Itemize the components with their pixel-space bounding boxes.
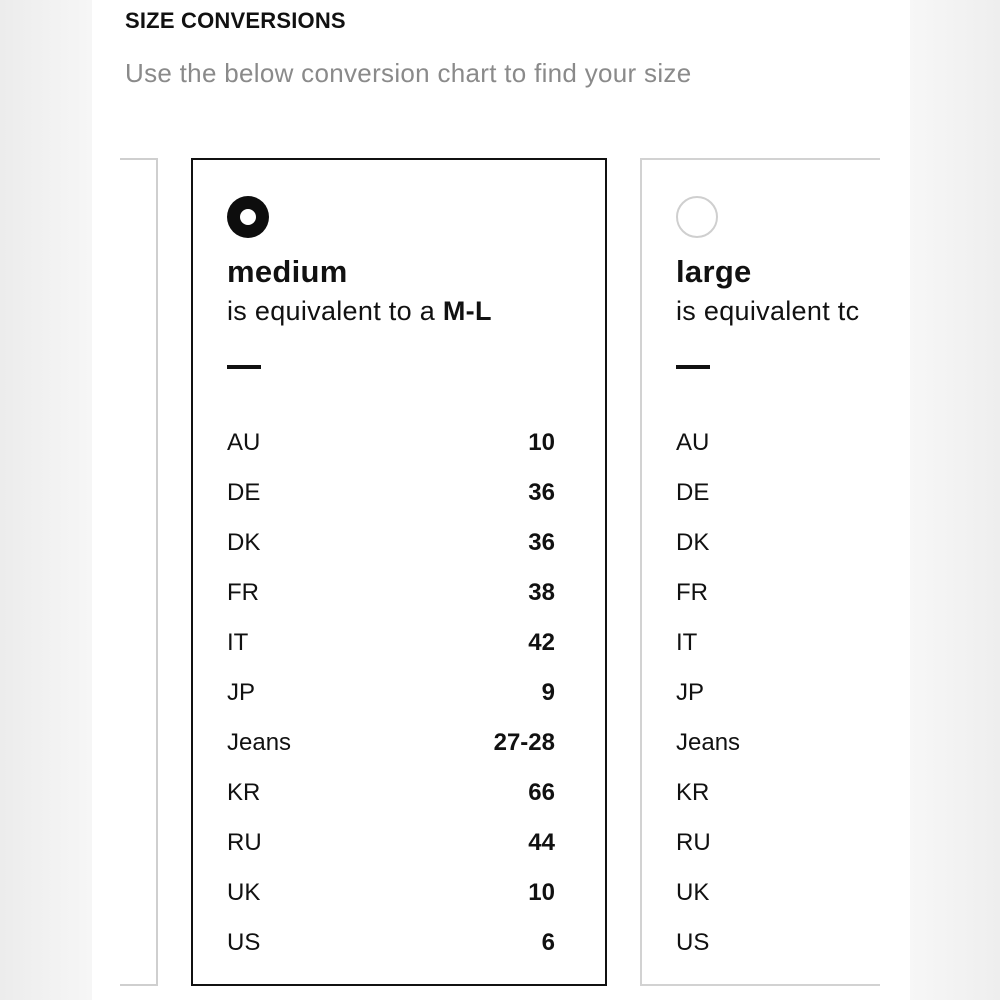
region-label: KR bbox=[676, 779, 710, 806]
size-name: large bbox=[676, 254, 752, 289]
conversion-row bbox=[676, 918, 880, 968]
region-label: JP bbox=[676, 679, 705, 706]
region-value: 9 bbox=[541, 679, 555, 706]
section-title: SIZE CONVERSIONS bbox=[125, 8, 346, 33]
region-value: 36 bbox=[528, 479, 555, 506]
right-background bbox=[910, 0, 1000, 1000]
region-value: 10 bbox=[528, 429, 555, 456]
region-label: IT bbox=[227, 629, 249, 656]
conversion-list bbox=[227, 418, 555, 968]
conversion-row bbox=[227, 618, 555, 668]
conversion-row bbox=[227, 668, 555, 718]
divider-dash bbox=[227, 365, 261, 369]
conversion-row bbox=[676, 418, 880, 468]
conversion-row bbox=[227, 918, 555, 968]
conversion-row bbox=[676, 618, 880, 668]
region-label: US bbox=[227, 929, 261, 956]
region-label: AU bbox=[227, 429, 261, 456]
region-label: UK bbox=[227, 879, 261, 906]
conversion-row bbox=[227, 568, 555, 618]
region-value: 10 bbox=[528, 879, 555, 906]
conversion-row bbox=[676, 568, 880, 618]
region-value: 66 bbox=[528, 779, 555, 806]
conversion-row bbox=[676, 718, 880, 768]
conversion-row bbox=[676, 518, 880, 568]
region-label: DK bbox=[676, 529, 710, 556]
region-label: RU bbox=[227, 829, 262, 856]
region-label: UK bbox=[676, 879, 710, 906]
region-label: US bbox=[676, 929, 710, 956]
conversion-row bbox=[676, 868, 880, 918]
region-label: DE bbox=[676, 479, 710, 506]
radio-unselected-icon[interactable] bbox=[676, 196, 718, 238]
region-value: 27-28 bbox=[493, 729, 555, 756]
size-card-large[interactable] bbox=[640, 158, 880, 986]
region-label: FR bbox=[676, 579, 708, 606]
size-card-medium[interactable] bbox=[191, 158, 607, 986]
region-label: JP bbox=[227, 679, 256, 706]
size-card-previous[interactable] bbox=[120, 158, 158, 986]
equivalent-prefix: is equivalent to a bbox=[227, 296, 436, 326]
region-value: 38 bbox=[528, 579, 555, 606]
radio-selected-icon[interactable] bbox=[227, 196, 269, 238]
conversion-row bbox=[227, 818, 555, 868]
conversion-list bbox=[676, 418, 880, 968]
size-carousel[interactable] bbox=[120, 158, 880, 988]
conversion-row bbox=[227, 418, 555, 468]
region-label: IT bbox=[676, 629, 698, 656]
conversion-row bbox=[676, 768, 880, 818]
conversion-row bbox=[227, 718, 555, 768]
region-value: 36 bbox=[528, 529, 555, 556]
region-value: 42 bbox=[528, 629, 555, 656]
conversion-row bbox=[227, 768, 555, 818]
region-label: KR bbox=[227, 779, 261, 806]
equivalent-size: M-L bbox=[442, 296, 492, 326]
left-background bbox=[0, 0, 92, 1000]
region-label: AU bbox=[676, 429, 710, 456]
size-name: medium bbox=[227, 254, 348, 289]
region-value: 6 bbox=[541, 929, 555, 956]
region-label: RU bbox=[676, 829, 711, 856]
conversion-row bbox=[227, 518, 555, 568]
region-label: DK bbox=[227, 529, 261, 556]
equivalent-text bbox=[676, 296, 859, 327]
conversion-row bbox=[676, 468, 880, 518]
conversion-row bbox=[227, 868, 555, 918]
divider-dash bbox=[676, 365, 710, 369]
section-subtitle: Use the below conversion chart to find your size bbox=[125, 58, 692, 88]
conversion-row bbox=[676, 818, 880, 868]
conversion-row bbox=[227, 468, 555, 518]
region-value: 44 bbox=[528, 829, 555, 856]
region-label: Jeans bbox=[676, 729, 741, 756]
region-label: FR bbox=[227, 579, 259, 606]
conversion-row bbox=[676, 668, 880, 718]
equivalent-text bbox=[227, 296, 492, 327]
region-label: DE bbox=[227, 479, 261, 506]
equivalent-prefix: is equivalent tc bbox=[676, 296, 860, 326]
region-label: Jeans bbox=[227, 729, 292, 756]
